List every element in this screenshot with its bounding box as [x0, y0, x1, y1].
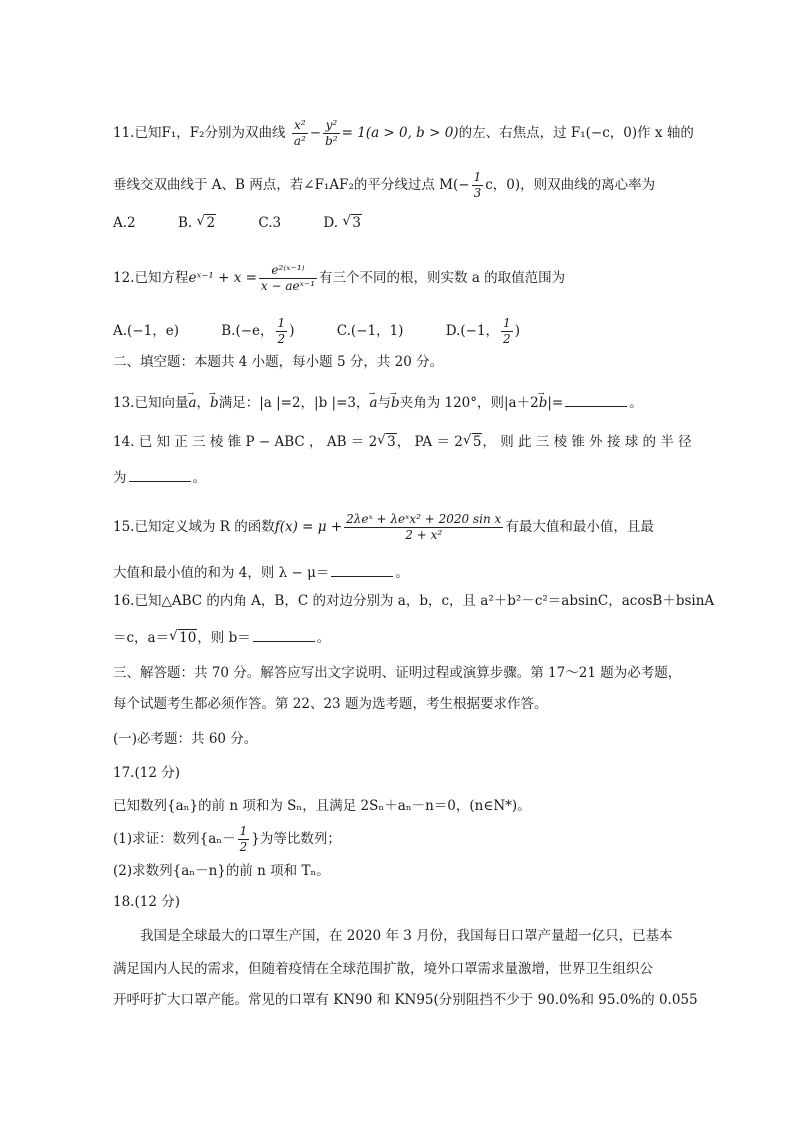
q18-para-line2: 满足国内人民的需求，但随着疫情在全球范围扩散，境外口罩需求量激增，世界卫生组织公 [113, 961, 653, 977]
q12-fraction: $\frac{\text{e²⁽ˣ⁻¹⁾}}{\text{x − aeˣ⁻¹}}$ [260, 263, 316, 293]
q12-option-c: C.(−1，1) [336, 323, 404, 339]
answer-blank [565, 392, 627, 407]
answer-blank [253, 627, 315, 642]
q17-head: 17.(12 分) [113, 765, 180, 781]
q18-head: 18.(12 分) [113, 894, 180, 910]
q12-options [113, 316, 558, 347]
q15-line1: 15.已知定义域为 R 的函数f(x) = μ + $\frac{\text{2λeˣ + λeˣx² + 2020 sin x}}{\text{2 + x²}}$ 有最大值和最小值，且最 [113, 512, 654, 542]
q11-option-a: A.2 [113, 215, 136, 231]
q13-stem: 13.已知向量→ a，→ b满足：|a |=2，|b |=3，→ a与→ b夹角为 120°，则|a＋2→ b|= 。 [113, 392, 643, 413]
hyperbola-x-fraction: $\frac{\text{x²}}{\text{a²}}$ [293, 118, 306, 148]
q14-line1: 14. 已 知 正 三 棱 锥 P − ABC ， AB ＝ 2√ 3， PA ＝ 2√ 5， 则 此 三 棱 锥 外 接 球 的 半 径 [113, 432, 692, 452]
q16-line2: ＝c，a＝√ 10，则 b＝ 。 [113, 627, 330, 648]
q12-option-d: D.(−1， $\frac{1}{2}$ ) [445, 316, 520, 346]
q12-option-b: B.(−e， $\frac{1}{2}$ ) [221, 316, 295, 346]
q17-part1: (1)求证：数列{aₙ－ $\frac{1}{2}$ }为等比数列； [113, 824, 341, 854]
answer-blank [129, 467, 191, 482]
answer-blank [331, 562, 393, 577]
hyperbola-y-fraction: $\frac{\text{y²}}{\text{b²}}$ [325, 118, 338, 148]
m-fraction: $\frac{1}{3}$ [473, 170, 482, 200]
section-solutions-line2: 每个试题考生都必须作答。第 22、23 题为选考题，考生根据要求作答。 [113, 696, 548, 712]
q12-option-a: A.(−1，e) [113, 323, 179, 339]
q11-options [113, 213, 400, 233]
section-fill-in-heading: 二、填空题：本题共 4 小题，每小题 5 分，共 20 分。 [113, 354, 444, 370]
q16-line1: 16.已知△ABC 的内角 A，B，C 的对边分别为 a，b，c，且 a²＋b²－c²＝absinC，acosB＋bsinA [113, 593, 715, 609]
q11-line2: 垂线交双曲线于 A、B 两点，若∠F₁AF₂的平分线过点 M(− $\frac{1}{3}$ c，0)，则双曲线的离心率为 [113, 170, 656, 200]
q17-stem: 已知数列{aₙ}的前 n 项和为 Sₙ，且满足 2Sₙ＋aₙ－n＝0，(n∈N*)。 [113, 798, 531, 814]
section-solutions-line1: 三、解答题：共 70 分。解答应写出文字说明、证明过程或演算步骤。第 17～21 题为必考题， [113, 665, 682, 681]
q15-fraction: $\frac{\text{2λeˣ + λeˣx² + 2020 sin x}}{\text{2 + x²}}$ [346, 512, 502, 542]
q15-line2: 大值和最小值的和为 4，则 λ − μ＝ 。 [113, 562, 409, 583]
q11-option-b: B. √ 2 [178, 213, 216, 233]
q14-line2: 为 。 [113, 467, 206, 488]
q11-option-c: C.3 [258, 215, 282, 231]
q11-option-d: D. √ 3 [323, 213, 362, 233]
q18-para-line1: 我国是全球最大的口罩生产国，在 2020 年 3 月份，我国每日口罩产量超一亿只，已基本 [140, 928, 673, 944]
q11-text: 11.已知F₁，F₂分别为双曲线 [113, 125, 286, 141]
q18-para-line3: 开呼吁扩大口罩产能。常见的口罩有 KN90 和 KN95(分别阻挡不少于 90.0%和 95.0%的 0.055 [113, 992, 698, 1008]
required-heading: (一)必考题：共 60 分。 [113, 731, 258, 747]
q11-line1: 11.已知F₁，F₂分别为双曲线 $\frac{\text{x²}}{\text{a²}}$ − $\frac{\text{y²}}{\text{b²}}$ = 1(a > 0, b > 0)的左、右焦点，过 F₁(−c，0)作 x 轴的 [113, 118, 694, 148]
q12-stem: 12.已知方程eˣ⁻¹ + x = $\frac{\text{e²⁽ˣ⁻¹⁾}}{\text{x − aeˣ⁻¹}}$ 有三个不同的根，则实数 a 的取值范围为 [113, 263, 566, 293]
q17-part2: (2)求数列{aₙ－n}的前 n 项和 Tₙ。 [113, 863, 330, 879]
